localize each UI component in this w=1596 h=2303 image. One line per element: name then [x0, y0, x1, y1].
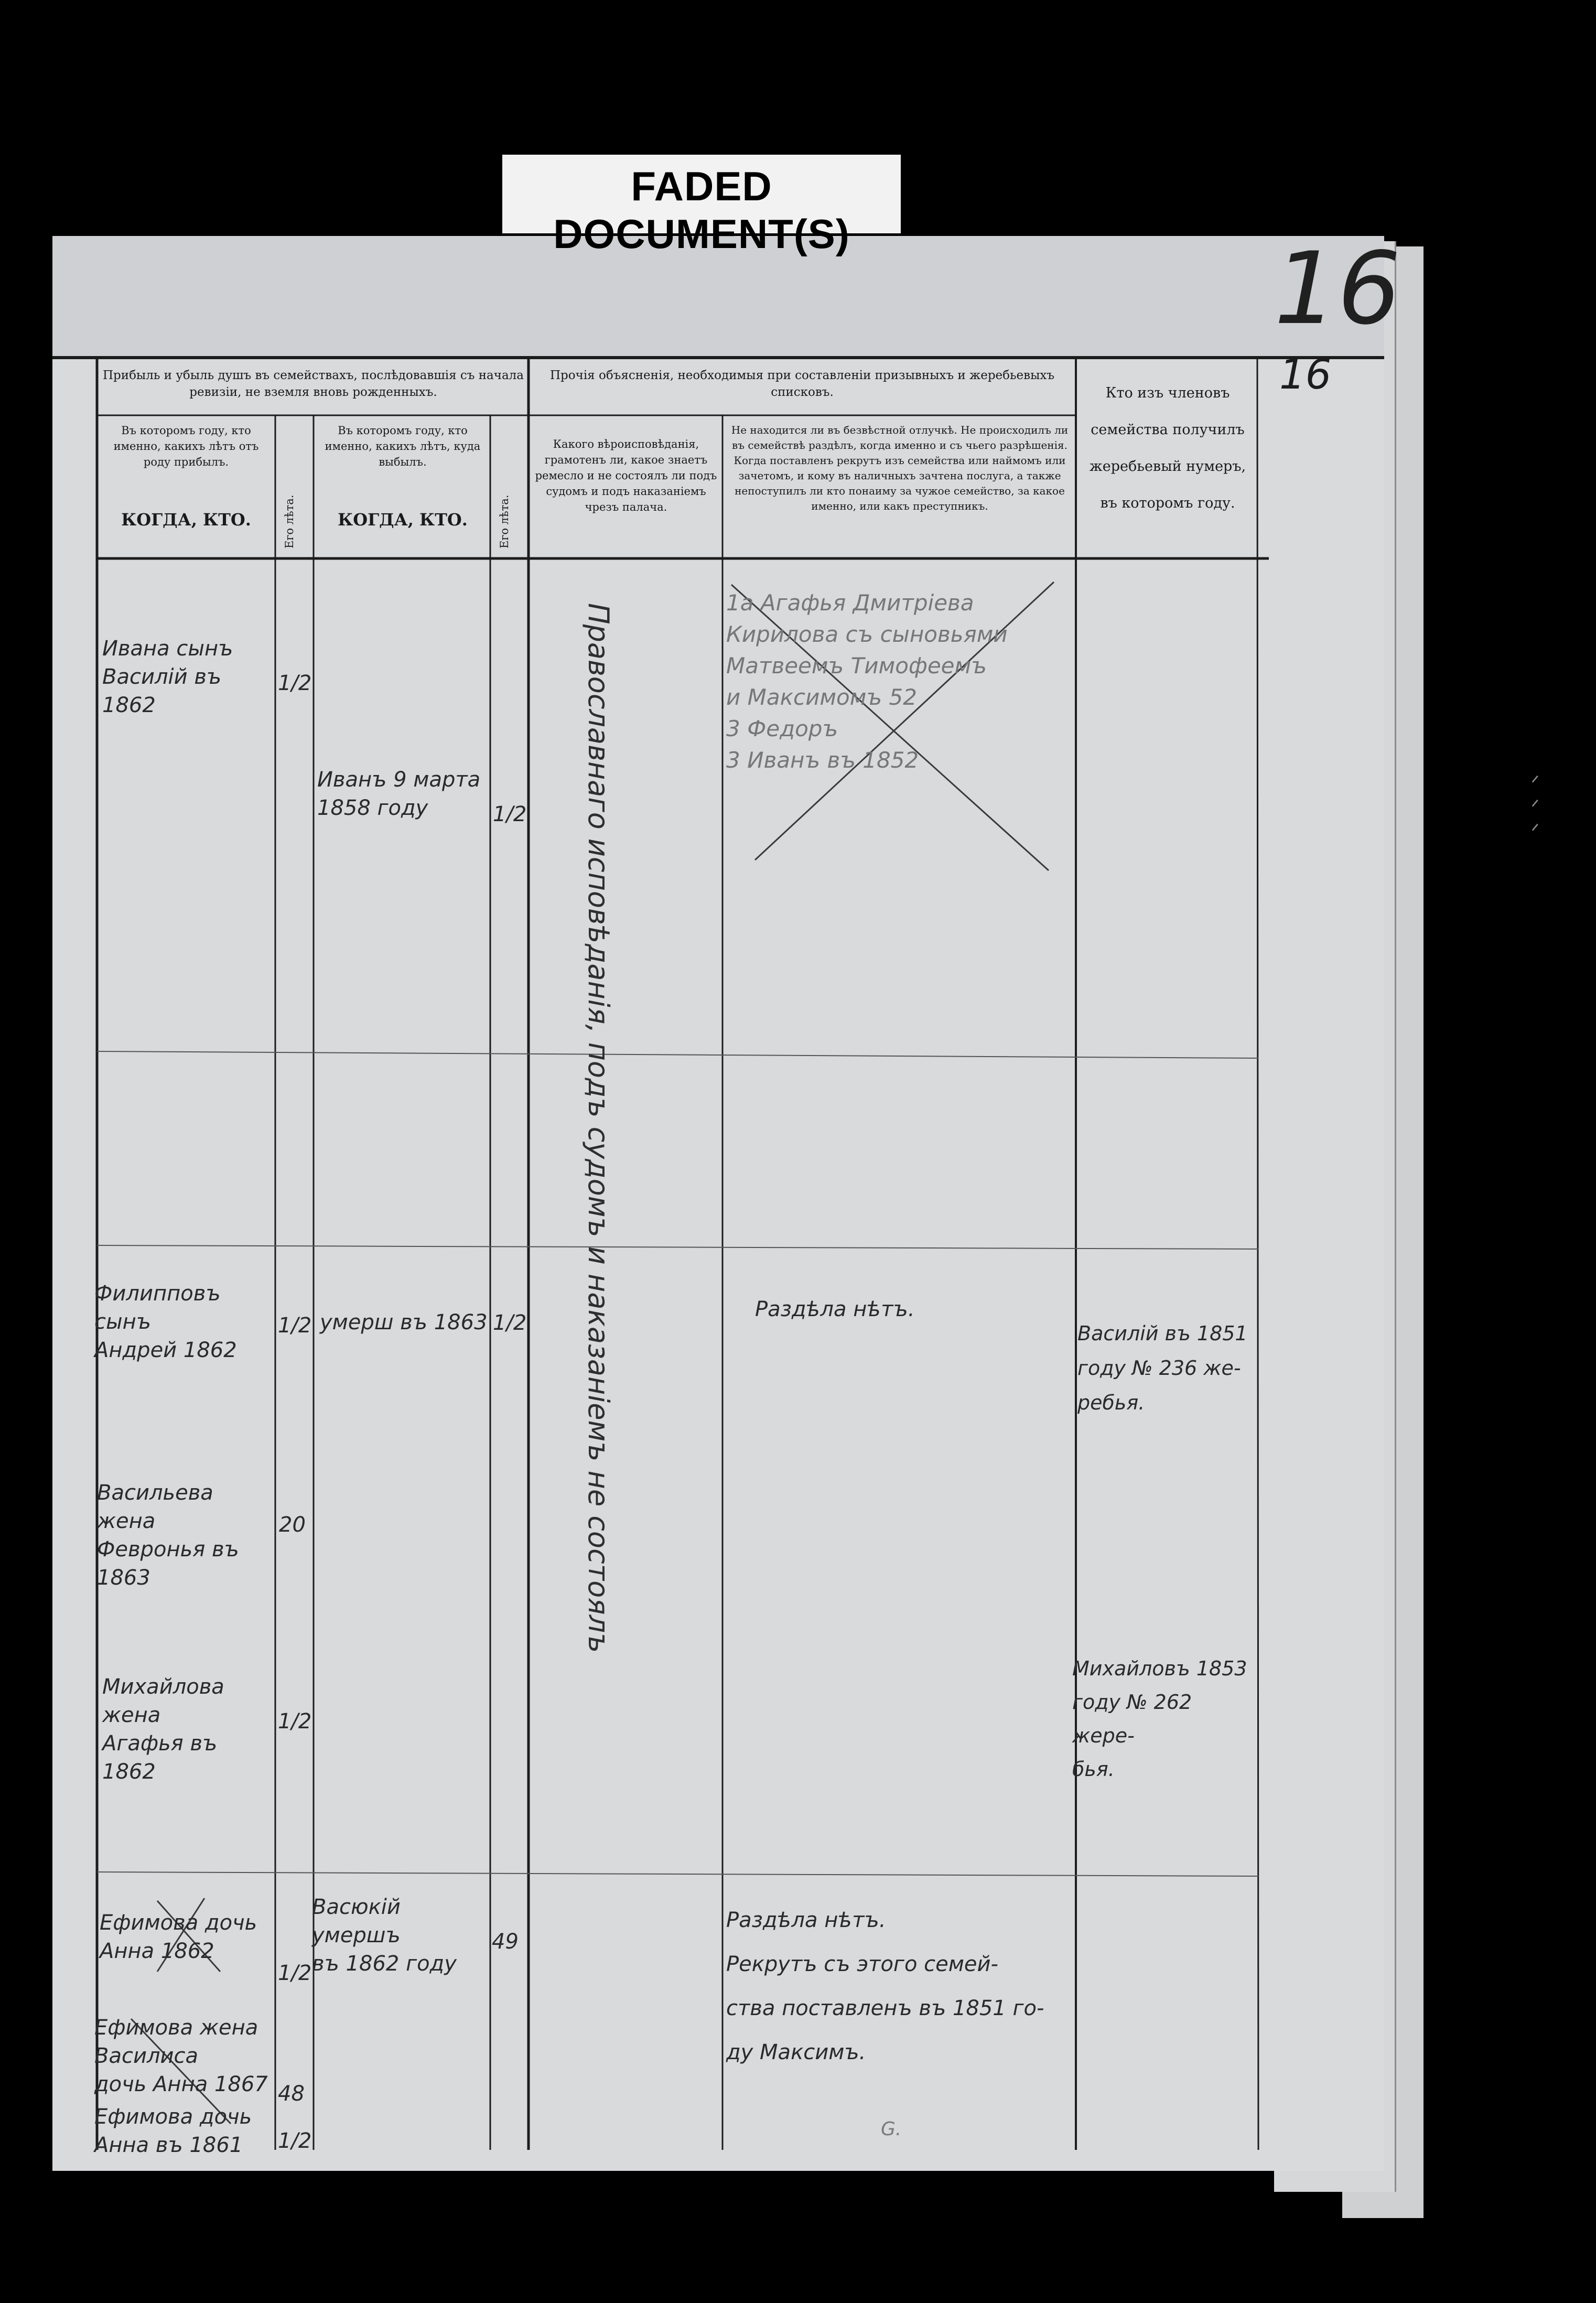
religion-vertical-note: Православнаго исповѣданія, подъ судомъ и наказаніемъ не состоялъ	[582, 603, 615, 1653]
faded-document-label: FADED DOCUMENT(S)	[553, 163, 850, 257]
entry7-arrived: Ефимова дочь Анна въ 1861	[94, 2105, 252, 2157]
entry5-arrived: Ефимова дочь Анна 1862	[100, 1911, 257, 1963]
header-absence-col: Не находится ли въ безвѣстной отлучкѣ. Не происходилъ ли въ семействѣ раздѣлъ, когда именно и съ чьего разрѣшенія. Когда поставленъ рекрутъ изъ семейства или наймомъ или зачетомъ, и кому въ наличныхъ зачтена послуга, а также непоступилъ ли кто понаиму за чужое семейство, за какое именно, или какъ преступникъ.	[731, 424, 1069, 512]
entry2-departed: умерш въ 1863	[320, 1310, 488, 1335]
faint-stamp: G.	[881, 2118, 902, 2140]
entry1-absence: 1а Агафья Дмитріева Кирилова съ сыновьями Матвеемъ Тимофеемъ и Максимомъ 52 3 Федоръ 3 Иванъ въ 1852	[726, 590, 1008, 773]
entry6-arrived: Ефимова жена Василиса дочь Анна 1867	[94, 2016, 268, 2096]
entry5-departed-age: 49	[492, 1930, 519, 1954]
header-other-explanations: Прочія объясненія, необходимыя при составленіи призывныхъ и жеребьевыхъ списковъ.	[549, 369, 1054, 399]
entry5-arrived-age: 1/2	[278, 1961, 312, 1985]
entry3-arrived: Васильева жена Февронья въ 1863	[97, 1481, 239, 1590]
entry5-departed: Васюкій умершъ въ 1862 году	[312, 1895, 457, 1976]
header-lot-col: Кто изъ членовъ семейства получилъ жеребьевый нумеръ, въ которомъ году.	[1089, 385, 1246, 511]
folio-number: 16	[1279, 351, 1332, 399]
entry4-lot: Михайловъ 1853 году № 262 жере- бья.	[1072, 1657, 1247, 1781]
header-arrivals-departures: Прибыль и убыль душъ въ семействахъ, послѣдовавшія съ начала ревизіи, не вземля вновь рожденныхъ.	[102, 369, 524, 399]
entry1-arrived-age: 1/2	[278, 671, 312, 695]
entry1-departed: Иванъ 9 марта 1858 году	[317, 768, 481, 820]
entry1-arrived: Ивана сынъ Василій въ 1862	[102, 637, 233, 717]
entry5-absence: Раздѣла нѣтъ. Рекрутъ съ этого семей- ства поставленъ въ 1851 го- ду Максимъ.	[726, 1908, 1044, 2064]
entry2-arrived: Филипповъ сынъ Андрей 1862	[94, 1282, 237, 1362]
entry2-departed-age: 1/2	[493, 1311, 527, 1335]
header-when-who-arrived: КОГДА, КТО.	[121, 510, 251, 530]
header-religion-col: Какого вѣроисповѣданія, грамотенъ ли, какое знаетъ ремесло и не состоялъ ли подъ судомъ и подъ наказаніемъ чрезъ палача.	[535, 438, 717, 513]
header-age-arrived: Его лѣта.	[283, 494, 296, 549]
entry6-arrived-age: 48	[278, 2082, 305, 2106]
entry3-arrived-age: 20	[279, 1513, 306, 1537]
entry2-absence: Раздѣла нѣтъ.	[755, 1297, 915, 1321]
entry4-arrived-age: 1/2	[278, 1709, 312, 1734]
header-arrived-desc: Въ которомъ году, кто именно, какихъ лѣтъ отъ роду прибылъ.	[113, 424, 259, 468]
header-when-who-departed: КОГДА, КТО.	[338, 510, 468, 530]
entry2-lot: Василій въ 1851 году № 236 же- ребья.	[1077, 1322, 1248, 1414]
entry4-arrived: Михайлова жена Агафья въ 1862	[102, 1675, 224, 1784]
edge-marks: ᐟ ᐟ ᐟ	[1531, 771, 1540, 843]
entry7-arrived-age: 1/2	[278, 2129, 312, 2153]
row-divider-2	[97, 1245, 1258, 1249]
header-departed-desc: Въ которомъ году, кто именно, какихъ лѣтъ, куда выбылъ.	[325, 424, 481, 468]
header-age-departed: Его лѣта.	[498, 494, 511, 549]
row-divider-1	[97, 1051, 1258, 1058]
entry2-arrived-age: 1/2	[278, 1314, 312, 1338]
entry1-departed-age: 1/2	[493, 802, 527, 826]
col-line-8	[1257, 358, 1258, 2150]
folio-mark: 16	[1274, 231, 1401, 347]
row-divider-3	[97, 1872, 1258, 1876]
